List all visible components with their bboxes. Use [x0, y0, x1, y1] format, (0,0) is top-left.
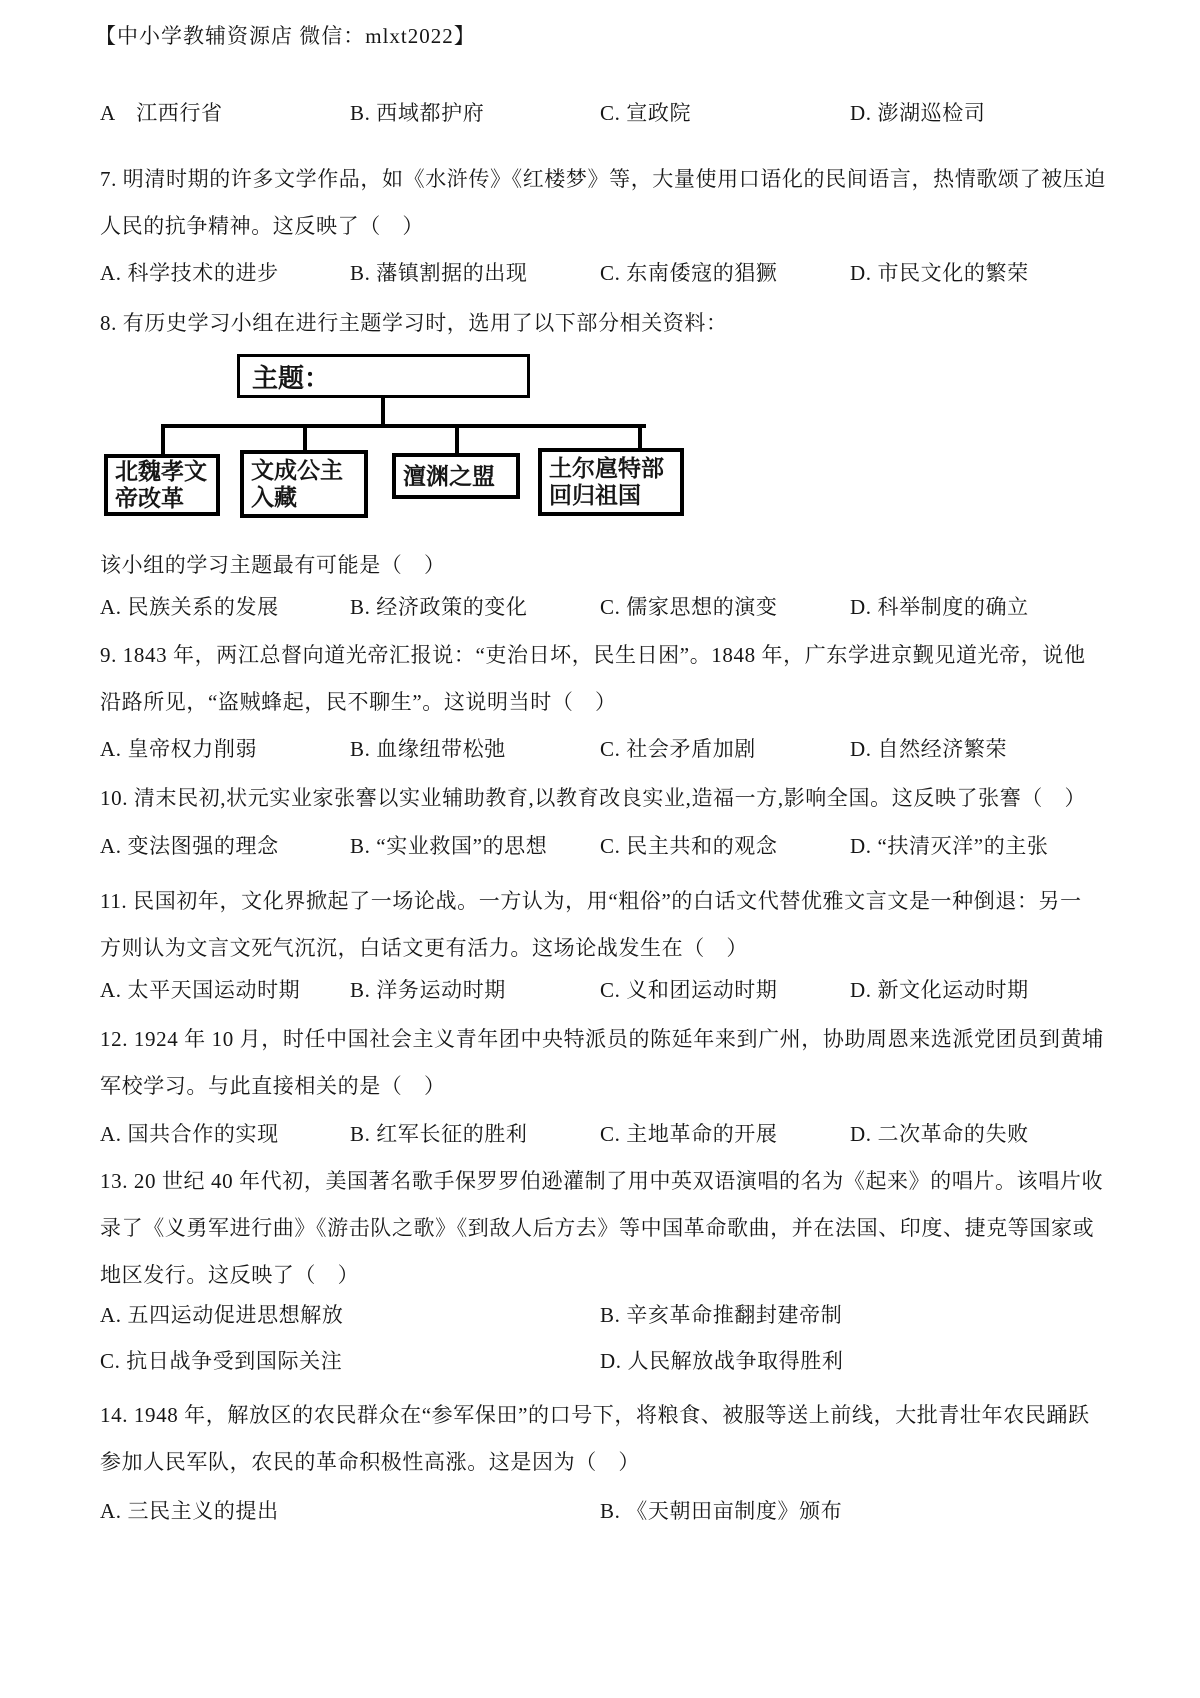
- answer-option: C. 主地革命的开展: [600, 1122, 778, 1146]
- diagram-connector-line: [303, 424, 307, 452]
- answer-option: D. 人民解放战争取得胜利: [600, 1349, 844, 1373]
- question-text-line: 方则认为文言文死气沉沉，白话文更有活力。这场论战发生在（ ）: [100, 935, 748, 960]
- question-text-line: 沿路所见，“盗贼蜂起，民不聊生”。这说明当时（ ）: [100, 689, 617, 714]
- answer-option: C. 东南倭寇的猖獗: [600, 261, 778, 285]
- q8-stem: [100, 298, 1135, 345]
- diagram-source-box: [392, 453, 520, 499]
- q9-stem: [100, 630, 1135, 724]
- diagram-box-label: 入藏: [251, 484, 297, 510]
- diagram-connector-line: [161, 424, 165, 456]
- q6-option-row: [100, 90, 1135, 134]
- q10-option-row: [100, 823, 1135, 867]
- answer-option: B. 西域都护府: [350, 101, 485, 125]
- question-text-line: 参加人民军队，农民的革命积极性高涨。这是因为（ ）: [100, 1449, 640, 1474]
- diagram-box-label: 澶渊之盟: [403, 462, 495, 489]
- q14-option-row: [100, 1488, 1135, 1532]
- diagram-connector-line: [455, 424, 459, 455]
- answer-option: D. 新文化运动时期: [850, 978, 1029, 1002]
- diagram-connector-line: [161, 424, 646, 428]
- question-text-line: 军校学习。与此直接相关的是（ ）: [100, 1073, 446, 1098]
- answer-option: D. “扶清灭洋”的主张: [850, 834, 1049, 858]
- diagram-box-label: 回归祖国: [549, 482, 641, 508]
- answer-option: B. 经济政策的变化: [350, 595, 528, 619]
- exam-content: [100, 0, 1135, 1698]
- answer-option: A. 五四运动促进思想解放: [100, 1303, 344, 1327]
- answer-option: A. 太平天国运动时期: [100, 978, 301, 1002]
- answer-option: A. 皇帝权力削弱: [100, 737, 258, 761]
- question-text-line: 7. 明清时期的许多文学作品，如《水浒传》《红楼梦》等，大量使用口语化的民间语言，热情歌颂了被压迫: [100, 166, 1106, 191]
- q14-stem: [100, 1390, 1135, 1484]
- question-text-line: 该小组的学习主题最有可能是（ ）: [100, 552, 446, 577]
- question-text-line: 13. 20 世纪 40 年代初，美国著名歌手保罗罗伯逊灌制了用中英双语演唱的名为《起来》的唱片。该唱片收: [100, 1168, 1104, 1193]
- shop-watermark-header: 【中小学教辅资源店 微信：mlxt2022】: [95, 24, 476, 48]
- question-text-line: 11. 民国初年，文化界掀起了一场论战。一方认为，用“粗俗”的白话文代替优雅文言文是一种倒退：另一: [100, 888, 1082, 913]
- answer-option: B. 红军长征的胜利: [350, 1122, 528, 1146]
- q8-stem-2: [100, 540, 1135, 587]
- answer-option: C. 义和团运动时期: [600, 978, 778, 1002]
- answer-option: A. 变法图强的理念: [100, 834, 279, 858]
- question-text-line: 12. 1924 年 10 月，时任中国社会主义青年团中央特派员的陈延年来到广州，协助周恩来选派党团员到黄埔: [100, 1026, 1104, 1051]
- answer-option: D. 科举制度的确立: [850, 595, 1029, 619]
- question-text-line: 14. 1948 年，解放区的农民群众在“参军保田”的口号下，将粮食、被服等送上前线，大批青壮年农民踊跃: [100, 1402, 1090, 1427]
- question-text-line: 8. 有历史学习小组在进行主题学习时，选用了以下部分相关资料：: [100, 310, 728, 335]
- q12-option-row: [100, 1111, 1135, 1155]
- q11-option-row: [100, 967, 1135, 1011]
- diagram-connector-line: [638, 424, 642, 450]
- q13-stem: [100, 1156, 1135, 1297]
- diagram-source-box: [104, 454, 220, 516]
- answer-option: A. 国共合作的实现: [100, 1122, 279, 1146]
- answer-option: D. 市民文化的繁荣: [850, 261, 1029, 285]
- q10-stem: [100, 773, 1135, 820]
- diagram-box-label: 文成公主: [251, 457, 343, 483]
- question-text-line: 人民的抗争精神。这反映了（ ）: [100, 213, 424, 238]
- answer-option: A. 民族关系的发展: [100, 595, 279, 619]
- answer-option: D. 澎湖巡检司: [850, 101, 986, 125]
- answer-option: C. 儒家思想的演变: [600, 595, 778, 619]
- diagram-box-label: 北魏孝文: [115, 458, 207, 484]
- answer-option: B. 辛亥革命推翻封建帝制: [600, 1303, 843, 1327]
- q11-stem: [100, 876, 1135, 970]
- answer-option: B. 藩镇割据的出现: [350, 261, 528, 285]
- answer-option: D. 自然经济繁荣: [850, 737, 1008, 761]
- answer-option: C. 社会矛盾加剧: [600, 737, 756, 761]
- answer-option: A. 科学技术的进步: [100, 261, 279, 285]
- answer-option: B. 洋务运动时期: [350, 978, 506, 1002]
- q13-option-row-2: [100, 1338, 1135, 1382]
- q13-option-row-1: [100, 1292, 1135, 1336]
- q8-option-row: [100, 584, 1135, 628]
- answer-option: A. 三民主义的提出: [100, 1499, 279, 1523]
- q7-option-row: [100, 250, 1135, 294]
- answer-option: A 江西行省: [100, 101, 223, 125]
- q12-stem: [100, 1014, 1135, 1108]
- q7-stem: [100, 154, 1135, 248]
- question-text-line: 10. 清末民初,状元实业家张謇以实业辅助教育,以教育改良实业,造福一方,影响全国。这反映了张謇（ ）: [100, 785, 1087, 810]
- question-text-line: 录了《义勇军进行曲》《游击队之歌》《到敌人后方去》等中国革命歌曲，并在法国、印度、捷克等国家或: [100, 1215, 1095, 1240]
- question-text-line: 9. 1843 年，两江总督向道光帝汇报说：“吏治日坏，民生日困”。1848 年，广东学进京觐见道光帝，说他: [100, 642, 1086, 667]
- answer-option: C. 抗日战争受到国际关注: [100, 1349, 343, 1373]
- diagram-box-label: 帝改革: [115, 485, 184, 511]
- q8-diagram: [100, 350, 1135, 535]
- answer-option: B. “实业救国”的思想: [350, 834, 548, 858]
- answer-option: D. 二次革命的失败: [850, 1122, 1029, 1146]
- answer-option: C. 宣政院: [600, 101, 692, 125]
- diagram-source-box: [240, 450, 368, 518]
- q9-option-row: [100, 726, 1135, 770]
- diagram-box-label: 土尔扈特部: [549, 455, 664, 481]
- diagram-source-box: [538, 448, 684, 516]
- answer-option: B. 血缘纽带松弛: [350, 737, 506, 761]
- answer-option: C. 民主共和的观念: [600, 834, 778, 858]
- answer-option: B. 《天朝田亩制度》颁布: [600, 1499, 843, 1523]
- question-text-line: 地区发行。这反映了（ ）: [100, 1262, 360, 1287]
- diagram-theme-box: 主题：: [237, 354, 530, 398]
